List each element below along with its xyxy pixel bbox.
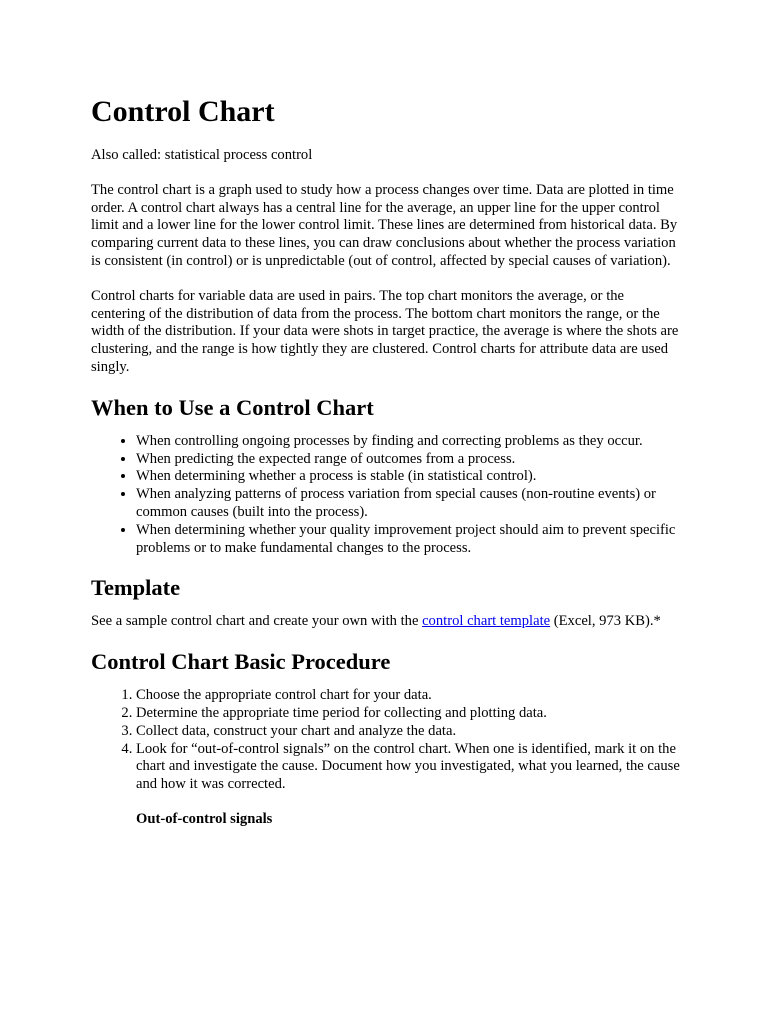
list-item: • When predicting the expected range of outcomes from a process. bbox=[136, 451, 681, 469]
list-item: • When determining whether a process is stable (in statistical control). bbox=[136, 468, 681, 486]
procedure-step: 2. Determine the appropriate time period for collecting and plotting data. bbox=[136, 705, 681, 723]
list-item: • When controlling ongoing processes by finding and correcting problems as they occur. bbox=[136, 433, 681, 451]
list-item: • When analyzing patterns of process variation from special causes (non-routine events) or common causes (built into the process). bbox=[136, 486, 681, 522]
procedure-step: 1. Choose the appropriate control chart for your data. bbox=[136, 687, 681, 705]
when-to-use-list bbox=[91, 433, 681, 558]
also-called-text: Also called: statistical process control bbox=[91, 147, 313, 163]
procedure-heading: Control Chart Basic Procedure bbox=[91, 649, 391, 675]
out-of-control-signals-heading: Out-of-control signals bbox=[136, 810, 273, 827]
template-heading: Template bbox=[91, 575, 181, 601]
template-text-after: (Excel, 973 KB).* bbox=[550, 613, 661, 630]
when-to-use-heading: When to Use a Control Chart bbox=[91, 394, 374, 420]
template-text-before: See a sample control chart and create your own with the bbox=[91, 613, 423, 630]
procedure-list bbox=[91, 687, 681, 829]
procedure-step: 3. Collect data, construct your chart and analyze the data. bbox=[136, 723, 681, 741]
procedure-step bbox=[136, 741, 681, 829]
document-body bbox=[91, 94, 681, 846]
control-chart-template-link[interactable]: control chart template bbox=[422, 613, 551, 630]
list-item: • When determining whether your quality improvement project should aim to prevent specific problems or to make fundamental changes to the process. bbox=[136, 522, 681, 558]
template-paragraph bbox=[91, 613, 681, 631]
procedure-step-text: Look for “out-of-control signals” on the control chart. When one is identified, mark it on the chart and investigate the cause. Document how you investigated, what you learned, the cause and how it was corrected. bbox=[136, 740, 680, 793]
page-title: Control Chart bbox=[91, 95, 275, 128]
intro-paragraph-2: Control charts for variable data are used in pairs. The top chart monitors the average, or the centering of the distribution of data from the process. The bottom chart monitors the range, or the width of the distribution. If your data were shots in target practice, the average is where the shots are clustering, and the range is how tightly they are clustered. Control charts for attribute data are used singly. bbox=[91, 287, 679, 375]
intro-paragraph-1: The control chart is a graph used to study how a process changes over time. Data are plotted in time order. A control chart always has a central line for the average, an upper line for the upper control limit and a lower line for the lower control limit. These lines are determined from historical data. By comparing current data to these lines, you can draw conclusions about whether the process variation is consistent (in control) or is unpredictable (out of control, affected by special causes of variation). bbox=[91, 181, 678, 269]
